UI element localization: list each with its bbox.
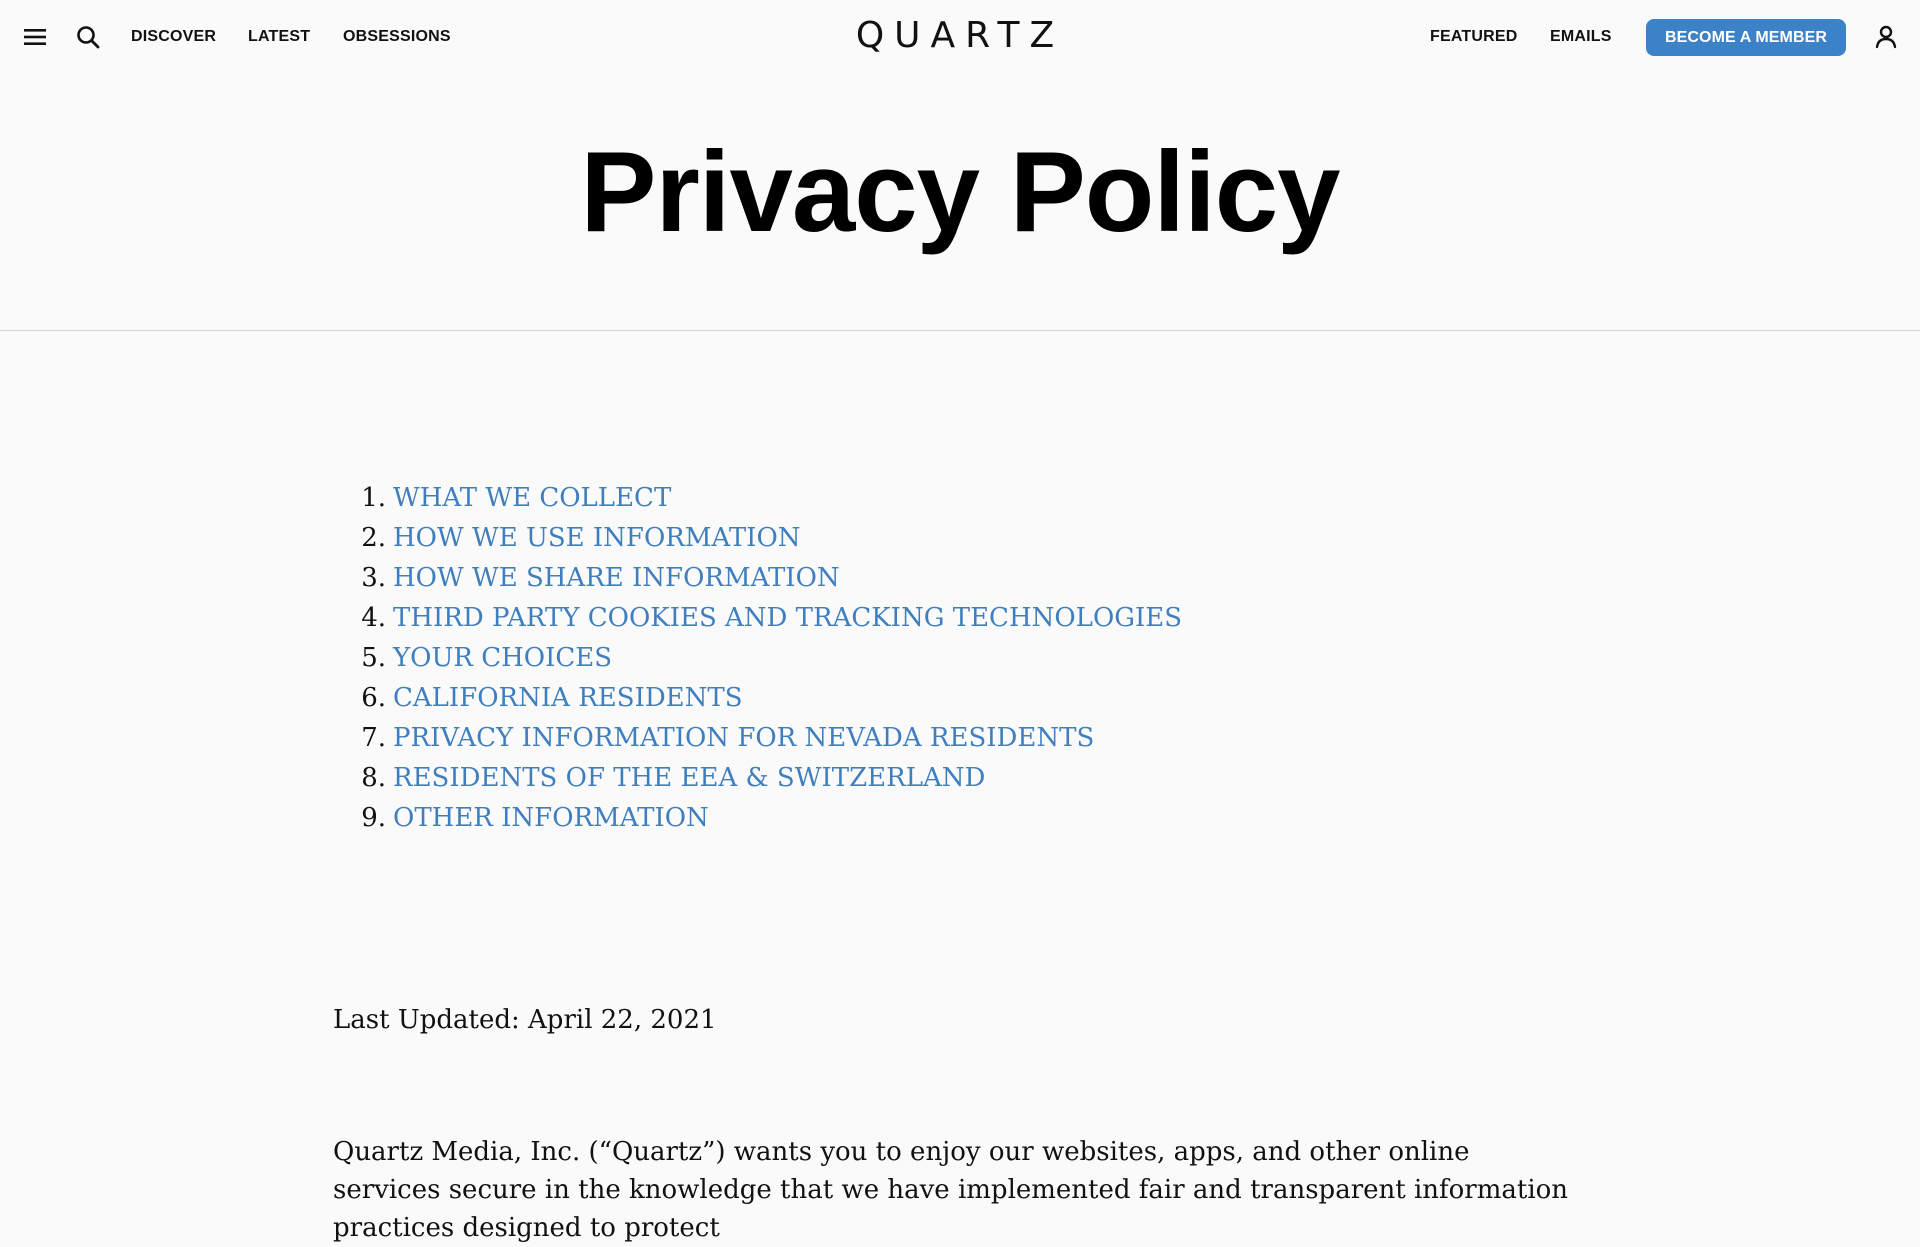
- toc-item: [356, 638, 1182, 678]
- toc-link-eea-switzerland[interactable]: RESIDENTS OF THE EEA & SWITZERLAND: [393, 763, 986, 793]
- last-updated-text: Last Updated: April 22, 2021: [333, 1005, 717, 1035]
- toc-item: [356, 598, 1182, 638]
- nav-featured-link[interactable]: FEATURED: [1430, 28, 1518, 45]
- quartz-logo[interactable]: QUARTZ: [855, 15, 1065, 56]
- become-a-member-button[interactable]: BECOME A MEMBER: [1646, 19, 1846, 56]
- user-account-icon[interactable]: [1873, 24, 1899, 50]
- toc-item: [356, 478, 1182, 518]
- toc-item: [356, 798, 1182, 838]
- toc-item: [356, 758, 1182, 798]
- nav-latest-link[interactable]: LATEST: [248, 28, 311, 45]
- toc-link-your-choices[interactable]: YOUR CHOICES: [393, 643, 613, 673]
- toc-link-other-information[interactable]: OTHER INFORMATION: [393, 803, 709, 833]
- toc-item-number: 7.: [361, 723, 386, 753]
- toc-link-how-we-share-information[interactable]: HOW WE SHARE INFORMATION: [393, 563, 840, 593]
- toc-item: [356, 558, 1182, 598]
- toc-item: [356, 718, 1182, 758]
- toc-item-number: 5.: [361, 643, 386, 673]
- toc-item: [356, 678, 1182, 718]
- hamburger-menu-icon[interactable]: [22, 24, 48, 50]
- toc-item-number: 9.: [361, 803, 386, 833]
- top-navigation-bar: [0, 0, 1920, 75]
- toc-item-number: 2.: [361, 523, 386, 553]
- toc-link-third-party-cookies[interactable]: THIRD PARTY COOKIES AND TRACKING TECHNOLOGIES: [393, 603, 1183, 633]
- nav-discover-link[interactable]: DISCOVER: [131, 28, 217, 45]
- toc-item-number: 1.: [361, 483, 386, 513]
- nav-emails-link[interactable]: EMAILS: [1550, 28, 1612, 45]
- intro-paragraph: Quartz Media, Inc. (“Quartz”) wants you to enjoy our websites, apps, and other online services secure in the knowledge that we have implemented fair and transparent information practices designed to protect: [333, 1137, 1569, 1243]
- table-of-contents: [356, 478, 1182, 838]
- toc-item: [356, 518, 1182, 558]
- page-title: Privacy Policy: [580, 129, 1340, 256]
- header-divider: [0, 330, 1920, 331]
- search-icon[interactable]: [75, 24, 101, 50]
- toc-item-number: 3.: [361, 563, 386, 593]
- toc-link-what-we-collect[interactable]: WHAT WE COLLECT: [393, 483, 672, 513]
- toc-item-number: 8.: [361, 763, 386, 793]
- toc-item-number: 6.: [361, 683, 386, 713]
- toc-link-how-we-use-information[interactable]: HOW WE USE INFORMATION: [393, 523, 801, 553]
- toc-link-nevada-residents[interactable]: PRIVACY INFORMATION FOR NEVADA RESIDENTS: [393, 723, 1095, 753]
- toc-link-california-residents[interactable]: CALIFORNIA RESIDENTS: [393, 683, 743, 713]
- nav-obsessions-link[interactable]: OBSESSIONS: [343, 28, 451, 45]
- toc-item-number: 4.: [361, 603, 386, 633]
